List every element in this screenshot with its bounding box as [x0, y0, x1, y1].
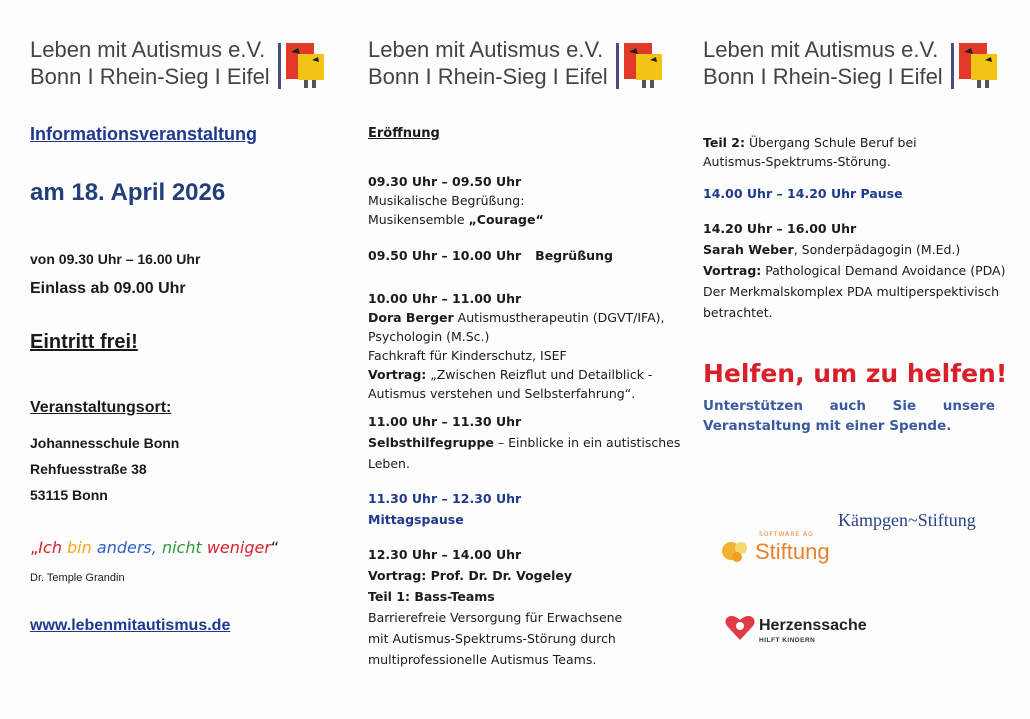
sponsor-kaempgen: Kämpgen~Stiftung — [838, 510, 976, 530]
speaker-role: , Sonderpädagogin (M.Ed.) — [793, 242, 961, 257]
venue-street: Rehfuesstraße 38 — [30, 461, 147, 477]
speaker-role-2: Psychologin (M.Sc.) — [368, 329, 490, 344]
session-line: Musikalische Begrüßung: — [368, 193, 525, 208]
support-text — [703, 396, 995, 436]
talk-title-2: Autismus verstehen und Selbsterfahrung“. — [368, 386, 636, 401]
panel-left — [30, 0, 330, 719]
opening-heading: Eröffnung — [368, 126, 440, 141]
session-title: Begrüßung — [535, 248, 613, 263]
talk-line — [703, 260, 1005, 281]
quote-close: “ — [270, 538, 280, 557]
website-link[interactable]: www.lebenmitautismus.de — [30, 617, 231, 634]
quote-word: anders, — [96, 538, 157, 557]
session-text: Musikensemble — [368, 212, 469, 227]
session-time: 11.30 Uhr – 12.30 Uhr — [368, 491, 522, 506]
sponsor-software-ag — [721, 531, 861, 571]
talk-label: Vortrag: — [703, 263, 762, 278]
session-time: 09.50 Uhr – 10.00 Uhr — [368, 248, 522, 263]
part-title: Teil 1: Bass-Teams — [368, 589, 495, 604]
sponsor-sub: HILFT KINDERN — [759, 637, 816, 644]
quote-word: Ich — [38, 538, 62, 557]
org-region: Bonn I Rhein-Sieg I Eifel — [30, 64, 270, 89]
session-text-2: Leben. — [368, 456, 410, 471]
event-heading: Informationsveranstaltung — [30, 124, 258, 144]
session-time: 10.00 Uhr – 11.00 Uhr — [368, 291, 522, 306]
heart-icon — [725, 613, 755, 641]
org-name: Leben mit Autismus e.V. — [368, 37, 604, 62]
flower-icon — [721, 537, 751, 565]
pause-slot: 14.00 Uhr – 14.20 Uhr Pause — [703, 186, 903, 201]
part-line — [703, 133, 917, 152]
session-time: 14.20 Uhr – 16.00 Uhr — [703, 221, 857, 236]
quote-word: nicht — [161, 538, 202, 557]
session-7 — [703, 218, 1005, 323]
session-title: Selbsthilfegruppe — [368, 435, 494, 450]
talk-label: Vortrag: — [368, 367, 427, 382]
speaker-name: Dora Berger — [368, 310, 454, 325]
part-desc: Barrierefreie Versorgung für Erwachsene — [368, 610, 623, 625]
session-2 — [368, 246, 613, 265]
part-desc: multiprofessionelle Autismus Teams. — [368, 652, 597, 667]
speaker-name: Sarah Weber — [703, 242, 794, 257]
panel-right — [703, 0, 1008, 719]
part-label: Teil 2: — [703, 135, 745, 150]
session-1 — [368, 172, 544, 229]
sponsor-name: Stiftung — [755, 539, 830, 564]
quote-word: weniger — [206, 538, 271, 557]
support-line: Unterstützen auch Sie unsere — [703, 398, 995, 414]
quote — [30, 538, 279, 557]
event-time: von 09.30 Uhr – 16.00 Uhr — [30, 251, 201, 267]
slogan: Helfen, um zu helfen! — [703, 359, 1008, 388]
speaker-line — [703, 239, 1005, 260]
free-entry: Eintritt frei! — [30, 331, 138, 353]
quote-word: bin — [67, 538, 92, 557]
session-time: 11.00 Uhr – 11.30 Uhr — [368, 414, 522, 429]
org-region: Bonn I Rhein-Sieg I Eifel — [368, 64, 608, 89]
sponsor-name: Herzenssache — [759, 617, 867, 634]
org-name: Leben mit Autismus e.V. — [30, 37, 266, 62]
venue-city: 53115 Bonn — [30, 487, 108, 503]
talk-desc: Der Merkmalskomplex PDA multiperspektivisch — [703, 284, 1000, 299]
ensemble-name: „Courage“ — [468, 212, 544, 227]
speaker-line — [368, 308, 664, 327]
org-header — [30, 36, 330, 96]
session-time: 12.30 Uhr – 14.00 Uhr — [368, 547, 522, 562]
org-region: Bonn I Rhein-Sieg I Eifel — [703, 64, 943, 89]
org-header — [703, 36, 1003, 96]
session-line — [368, 210, 544, 229]
org-logo-icon — [278, 40, 328, 94]
session-text: – Einblicke in ein autistisches — [493, 435, 681, 450]
talk-title: Pathological Demand Avoidance (PDA) — [761, 263, 1006, 278]
talk-title: „Zwischen Reizflut und Detailblick - — [426, 367, 653, 382]
part-text: Übergang Schule Beruf bei — [744, 135, 917, 150]
talk-line — [368, 365, 664, 384]
session-3 — [368, 289, 664, 403]
part-2 — [703, 133, 917, 171]
talk-line: Vortrag: Prof. Dr. Dr. Vogeley — [368, 568, 573, 583]
session-4 — [368, 411, 680, 474]
quote-open: „ — [30, 538, 39, 557]
part-text-2: Autismus-Spektrums-Störung. — [703, 154, 891, 169]
session-title: Mittagspause — [368, 512, 464, 527]
venue-name: Johannesschule Bonn — [30, 435, 180, 451]
talk-desc: betrachtet. — [703, 305, 773, 320]
support-line: Veranstaltung mit einer Spende. — [703, 418, 952, 434]
session-time: 09.30 Uhr – 09.50 Uhr — [368, 174, 522, 189]
org-logo-icon — [951, 40, 1001, 94]
session-line — [368, 432, 680, 453]
sponsor-small-label: SOFTWARE AG — [759, 531, 814, 538]
session-6 — [368, 544, 622, 670]
venue-heading: Veranstaltungsort: — [30, 399, 172, 416]
quote-author: Dr. Temple Grandin — [30, 572, 125, 584]
speaker-role-3: Fachkraft für Kinderschutz, ISEF — [368, 348, 567, 363]
org-logo-icon — [616, 40, 666, 94]
entry-time: Einlass ab 09.00 Uhr — [30, 280, 186, 297]
event-date: am 18. April 2026 — [30, 179, 226, 206]
session-5 — [368, 488, 521, 530]
part-desc: mit Autismus-Spektrums-Störung durch — [368, 631, 616, 646]
speaker-role: Autismustherapeutin (DGVT/IFA), — [453, 310, 665, 325]
sponsor-herzenssache — [725, 611, 925, 651]
panel-middle — [368, 0, 681, 719]
org-name: Leben mit Autismus e.V. — [703, 37, 939, 62]
org-header — [368, 36, 668, 96]
